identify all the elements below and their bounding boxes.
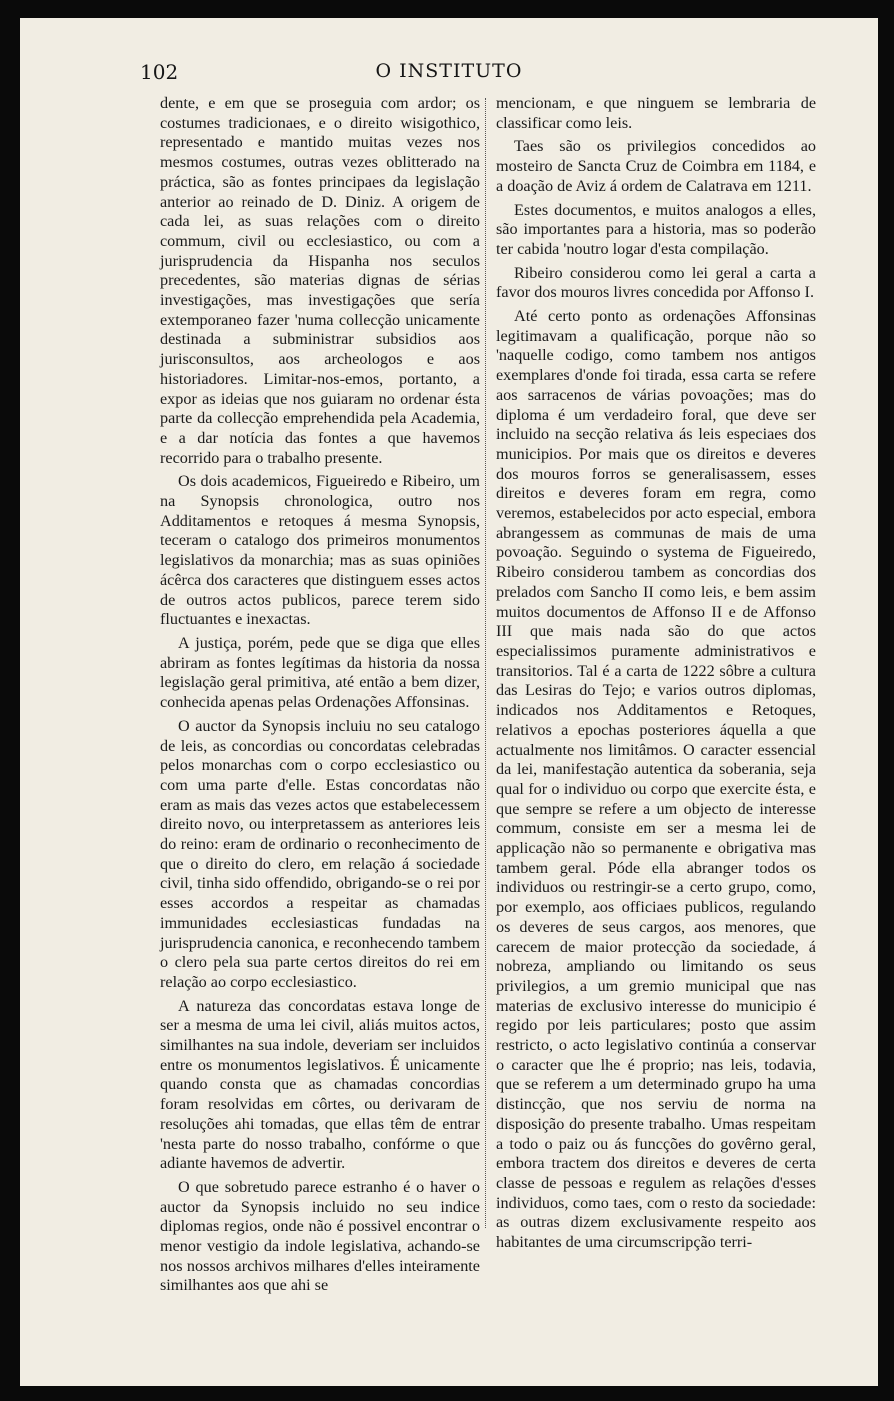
paragraph: mencionam, e que ninguem se lembraria de classificar como leis. (496, 94, 816, 132)
paragraph: Até certo ponto as ordenações Affonsinas legitimavam a qualificação, porque não so 'naquelle codigo, como tambem nos antigos exemplares d'onde foi tirada, essa carta se refere aos sarracenos de várias povoações; mas do diploma é um verdadeiro foral, que deve ser incluido na secção relativa ás leis especiaes dos municipios. Por mais que os direitos e deveres dos mouros forros se generalisassem, esses direitos e deveres foram em regra, como veremos, estabelecidos por acto especial, embora abrangessem as communas de mais de uma povoação. Seguindo o systema de Figueiredo, Ribeiro considerou tambem as concordias dos prelados com Sancho II como leis, e bem assim muitos documentos de Affonso II e de Affonso III que mais nada são do que actos especialissimos puramente administrativos e transitorios. Tal é a carta de 1222 sôbre a cultura das Lesiras do Tejo; e varios outros diplomas, indicados nos Additamentos e Retoques, relativos a epochas posteriores áquella a que actualmente nos limitâmos. O caracter essencial da lei, manifestação autentica da soberania, seja qual for o individuo ou corpo que exercite ésta, e que sempre se refere a um objecto de interesse commum, consiste em ser a mesma lei de applicação não so permanente e obrigativa mas tambem geral. Póde ella abranger todos os individuos ou restringir-se a certo grupo, como, por exemplo, aos officiaes publicos, regulando os deveres de seus cargos, aos menores, que carecem de maior protecção da sociedade, á nobreza, ampliando ou limitando os seus privilegios, a um gremio municipal que nas materias de exclusivo interesse do municipio é regido por leis particulares; posto que assim restricto, o acto legislativo continúa a conservar o caracter que lhe é proprio; nas leis, todavia, que se referem a um determinado grupo ha uma distincção, que nos serviu de norma na disposição do presente trabalho. Umas respeitam a todo o paiz ou ás funcções do govêrno geral, embora tractem dos direitos e deveres de certa classe de pessoas e regulem as relações d'esses individuos, como taes, com o resto da sociedade: as outras dizem exclusivamente respeito aos habitantes de uma circumscripção terri- (496, 307, 816, 1252)
paragraph: Ribeiro considerou como lei geral a carta a favor dos mouros livres concedida por Affonso I. (496, 263, 816, 302)
paragraph: A justiça, porém, pede que se diga que elles abriram as fontes legítimas da historia da nossa legislação geral primitiva, até então a bem dizer, conhecida apenas pelas Ordenações Affonsinas. (160, 633, 480, 712)
paragraph: O que sobretudo parece estranho é o haver o auctor da Synopsis incluido no seu indice diplomas regios, onde não é possivel encontrar o menor vestigio da indole legislativa, achando-se nos nossos archivos milhares d'elles inteiramente similhantes aos que ahi se (160, 1177, 480, 1295)
page-header (20, 60, 878, 90)
page-sheet (20, 18, 878, 1386)
running-title: O INSTITUTO (375, 60, 523, 82)
paragraph: A natureza das concordatas estava longe de ser a mesma de uma lei civil, aliás muitos actos, similhantes na sua indole, deveriam ser incluidos entre os monumentos legislativos. É unicamente quando consta que as chamadas concordias foram resolvidas em côrtes, ou derivaram de resoluções ahi tomadas, que ellas têm de entrar 'nesta parte do nosso trabalho, confórme o que adiante havemos de advertir. (160, 996, 480, 1173)
paragraph: Estes documentos, e muitos analogos a elles, são importantes para a historia, mas so poderão ter cabida 'noutro logar d'esta compilação. (496, 200, 816, 258)
paragraph: Os dois academicos, Figueiredo e Ribeiro, um na Synopsis chronologica, outro nos Additamentos e retoques á mesma Synopsis, teceram o catalogo dos primeiros monumentos legislativos da monarchia; mas as suas opiniões ácêrca dos caracteres que distinguem esses actos de outros actos publicos, parece terem sido fluctuantes e inexactas. (160, 472, 480, 629)
page-number: 102 (140, 60, 179, 84)
paragraph: dente, e em que se proseguia com ardor; os costumes tradicionaes, e o direito wisigothico, representado e mantido muitas vezes nos mesmos costumes, outras vezes oblitterado na práctica, são as fontes principaes da legislação anterior ao reinado de D. Diniz. A origem de cada lei, as suas relações com o direito commum, civil ou ecclesiastico, ou com a jurisprudencia da Hispanha nos seculos precedentes, são materias dignas de sérias investigações, mas investigações que sería extemporaneo fazer 'numa collecção unicamente destinada a subministrar subsidios aos jurisconsultos, aos archeologos e aos historiadores. Limitar-nos-emos, portanto, a expor as ideias que nos guiaram no ordenar ésta parte da collecção emprehendida pela Academia, e a dar notícia das fontes a que havemos recorrido para o trabalho presente. (160, 94, 480, 467)
column-divider (485, 98, 486, 1228)
paragraph: Taes são os privilegios concedidos ao mosteiro de Sancta Cruz de Coimbra em 1184, e a doação de Aviz á ordem de Calatrava em 1211. (496, 137, 816, 195)
paragraph: O auctor da Synopsis incluiu no seu catalogo de leis, as concordias ou concordatas celebradas pelos monarchas com o corpo ecclesiastico ou com uma parte d'elle. Estas concordatas não eram as mais das vezes actos que estabelecessem direito novo, ou interpretassem as anteriores leis do reino: eram de ordinario o reconhecimento de que o direito do clero, em relação á sociedade civil, tinha sido offendido, obrigando-se o rei por esses accordos a respeitar as chamadas immunidades ecclesiasticas fundadas na jurisprudencia canonica, e reconhecendo tambem o clero pela sua parte certos direitos do rei em relação ao corpo ecclesiastico. (160, 716, 480, 991)
right-column (496, 94, 816, 1257)
left-column (160, 94, 480, 1300)
